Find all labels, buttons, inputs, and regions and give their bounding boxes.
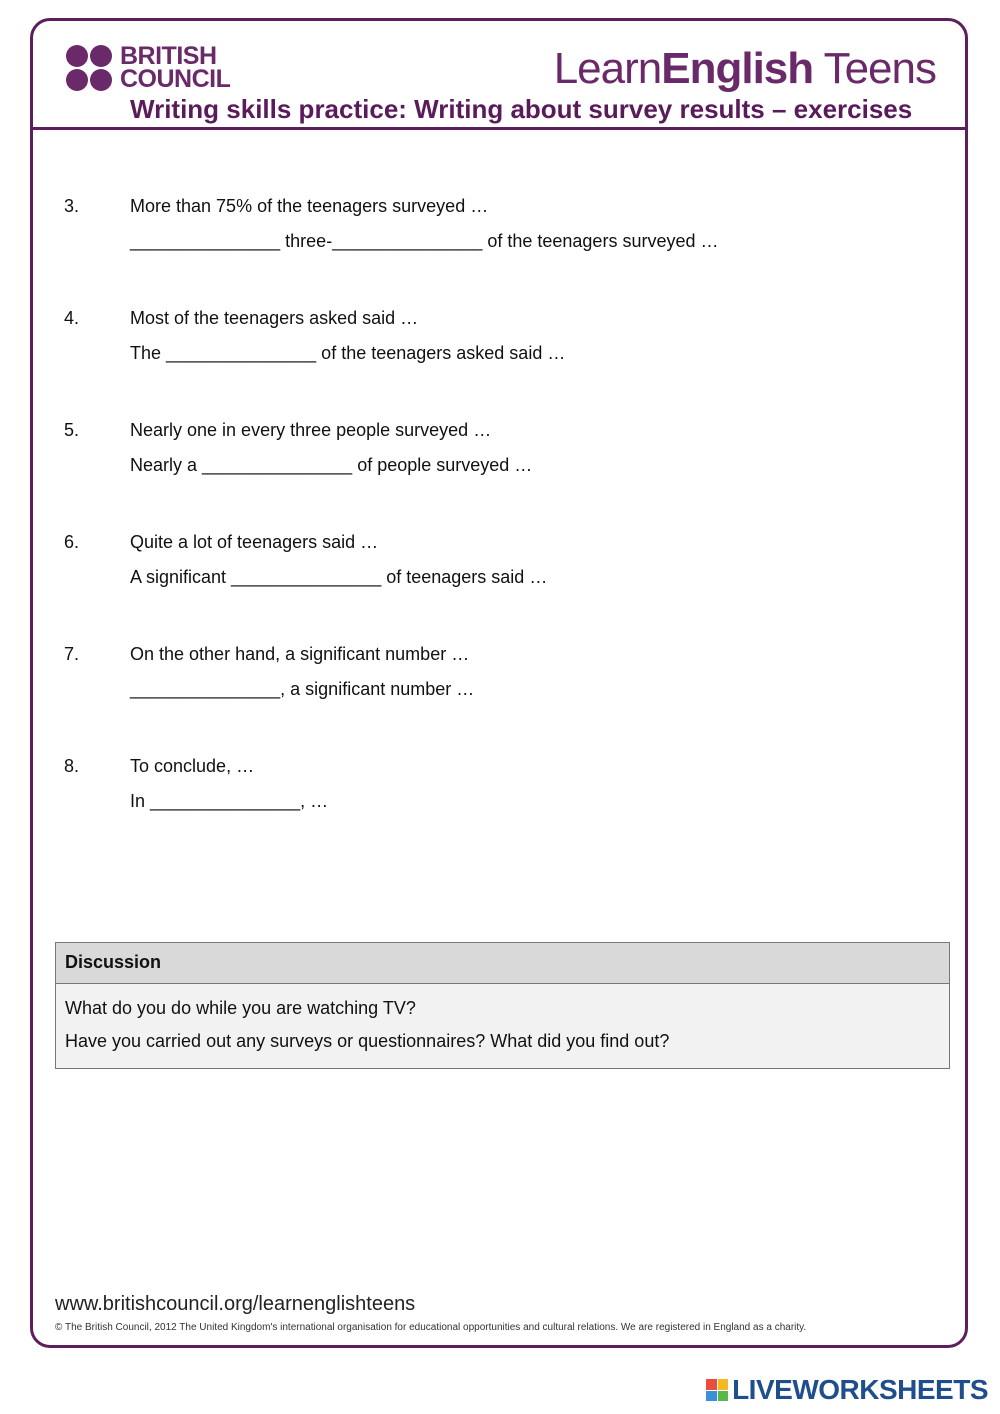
exercise-item	[64, 532, 944, 644]
exercise-list	[64, 196, 944, 868]
item-prompt: On the other hand, a significant number …	[130, 644, 470, 664]
watermark-text: LIVEWORKSHEETS	[732, 1374, 988, 1405]
item-rewrite: _______________, a significant number …	[130, 679, 475, 699]
exercise-item	[64, 196, 944, 308]
item-rewrite: _______________ three-_______________ of the teenagers surveyed …	[130, 231, 719, 251]
discussion-question: What do you do while you are watching TV?	[65, 998, 416, 1018]
logo-learn: Learn	[553, 44, 662, 93]
item-number: 3.	[64, 196, 80, 216]
item-number: 8.	[64, 756, 80, 776]
footer-copyright: © The British Council, 2012 The United Kingdom's international organisation for educational opportunities and cultural relations. We are registered in England as a charity.	[55, 1322, 807, 1333]
page-title: Writing skills practice: Writing about survey results – exercises	[130, 94, 913, 124]
exercise-item	[64, 308, 944, 420]
discussion-body	[56, 984, 949, 1068]
learnenglish-teens-logo	[554, 44, 936, 94]
item-number: 5.	[64, 420, 80, 440]
header-divider	[30, 127, 968, 130]
item-rewrite: A significant _______________ of teenagers said …	[130, 567, 548, 587]
item-number: 6.	[64, 532, 80, 552]
british-council-logo	[66, 42, 231, 93]
item-rewrite: In _______________, …	[130, 791, 329, 811]
exercise-item	[64, 644, 944, 756]
discussion-box	[55, 942, 950, 1069]
logo-teens: Teens	[813, 44, 936, 93]
item-rewrite: Nearly a _______________ of people surveyed …	[130, 455, 533, 475]
logo-english: English	[661, 44, 814, 93]
footer-url: www.britishcouncil.org/learnenglishteens	[55, 1293, 416, 1315]
item-prompt: Most of the teenagers asked said …	[130, 308, 419, 328]
item-prompt: Nearly one in every three people surveyed …	[130, 420, 492, 440]
exercise-item	[64, 420, 944, 532]
brand-line-2: COUNCIL	[120, 65, 231, 93]
liveworksheets-icon	[706, 1379, 728, 1401]
item-number: 7.	[64, 644, 80, 664]
discussion-heading: Discussion	[56, 943, 949, 984]
item-prompt: More than 75% of the teenagers surveyed …	[130, 196, 489, 216]
item-number: 4.	[64, 308, 80, 328]
logo-dots-icon	[66, 45, 112, 91]
item-rewrite: The _______________ of the teenagers asked said …	[130, 343, 566, 363]
liveworksheets-watermark	[706, 1374, 988, 1406]
discussion-question: Have you carried out any surveys or questionnaires? What did you find out?	[65, 1031, 670, 1051]
brand-line-1: BRITISH	[120, 42, 217, 70]
item-prompt: To conclude, …	[130, 756, 255, 776]
item-prompt: Quite a lot of teenagers said …	[130, 532, 379, 552]
exercise-item	[64, 756, 944, 868]
